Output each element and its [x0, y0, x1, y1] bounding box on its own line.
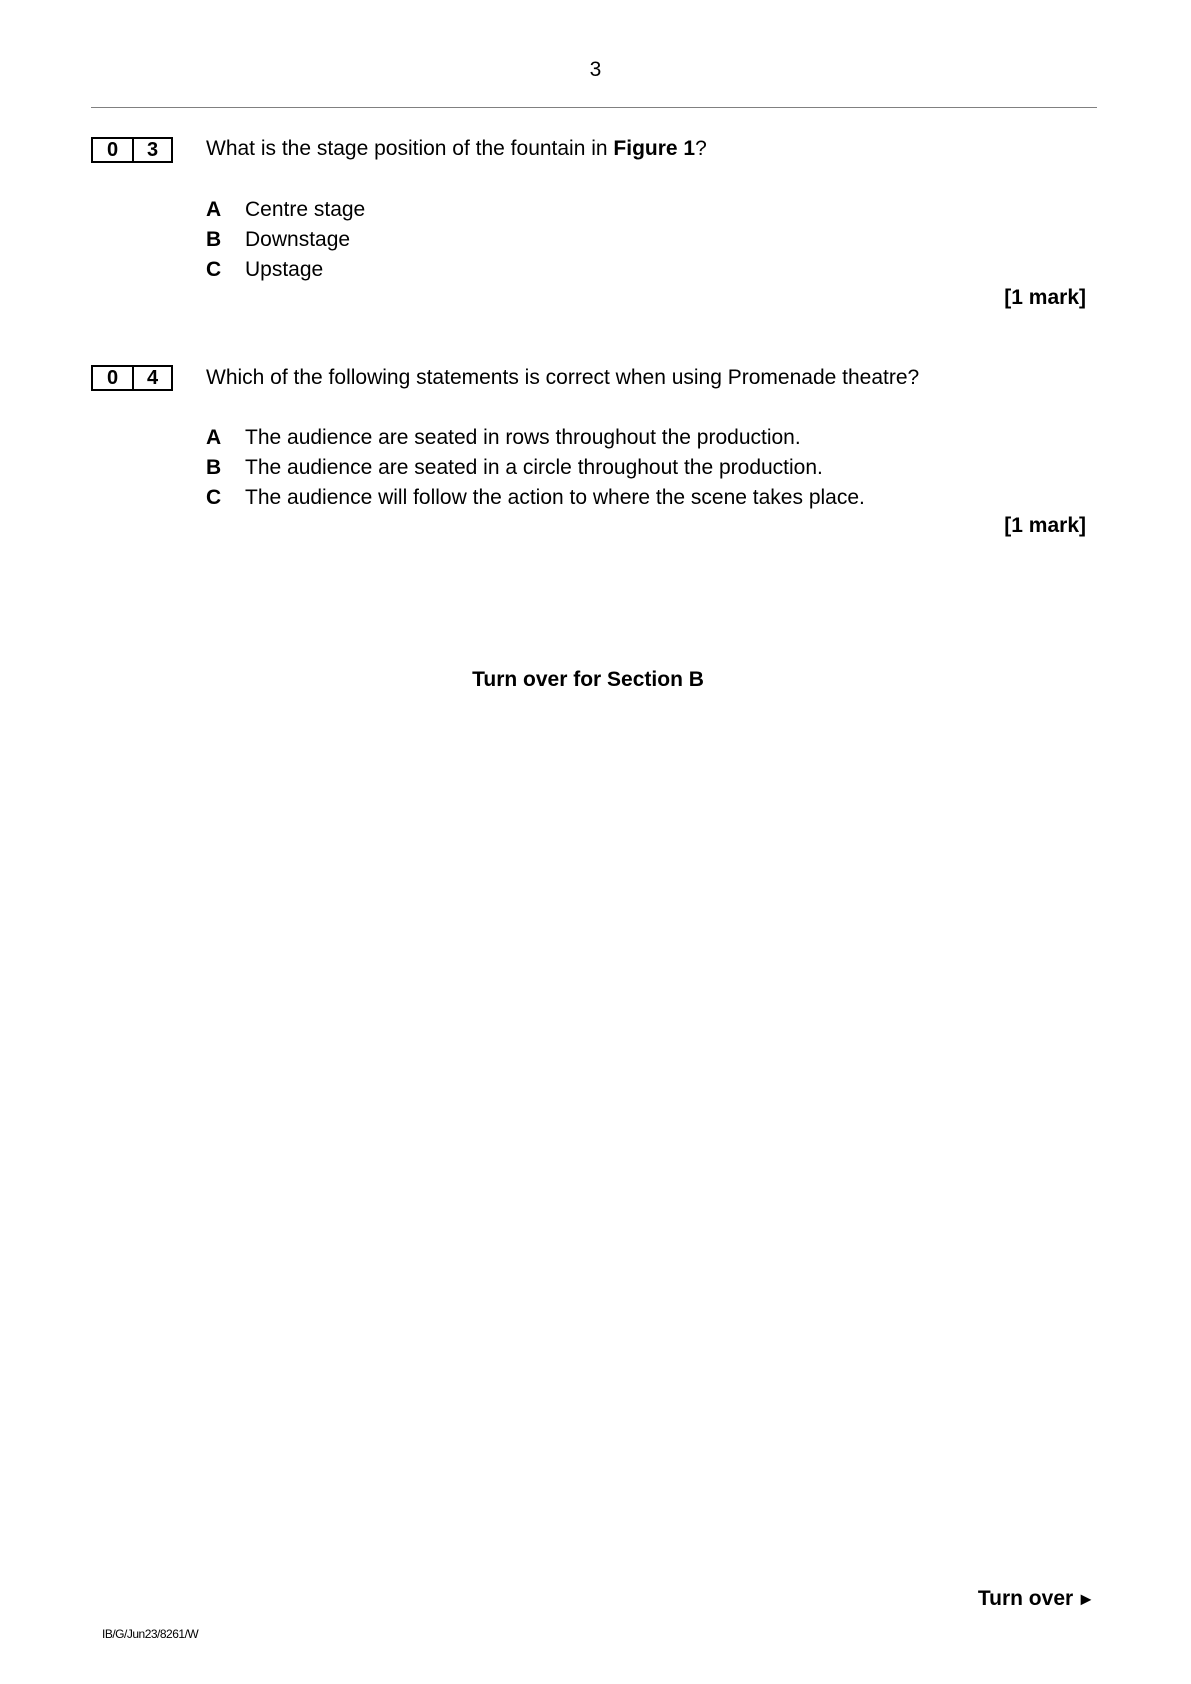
option-letter: C: [206, 258, 222, 281]
option-letter: B: [206, 228, 222, 251]
question-number-digit: 0: [106, 138, 119, 161]
option-letter: B: [206, 456, 222, 479]
figure-reference: Figure 1: [613, 137, 696, 160]
header-divider: [91, 107, 1097, 108]
option-text: Downstage: [245, 228, 351, 251]
answer-option[interactable]: [206, 195, 365, 225]
page-number: 3: [589, 58, 602, 81]
question-number-box: [91, 365, 173, 391]
right-triangle-icon: ►: [1077, 1589, 1095, 1609]
question-number-digit: 0: [106, 366, 119, 389]
turn-over-label: Turn over: [977, 1587, 1074, 1610]
option-letter: A: [206, 198, 222, 221]
question-text: Which of the following statements is correct when using Promenade theatre?: [206, 366, 920, 389]
turn-over-indicator: [978, 1587, 1095, 1611]
answer-option[interactable]: [206, 483, 865, 513]
question-text: [206, 137, 707, 161]
option-text: The audience are seated in a circle throughout the production.: [245, 456, 823, 479]
answer-option[interactable]: [206, 255, 365, 285]
mark-allocation: [1 mark]: [1004, 286, 1086, 309]
question-number-digit: 3: [132, 139, 171, 161]
option-letter: A: [206, 426, 222, 449]
mark-allocation: [1 mark]: [1004, 514, 1086, 537]
question-text-end: ?: [695, 137, 707, 160]
option-text: Upstage: [245, 258, 324, 281]
answer-options: [206, 195, 365, 285]
question-number-digit: 4: [132, 367, 171, 389]
question-text-start: What is the stage position of the fountain in: [206, 137, 614, 160]
option-text: Centre stage: [245, 198, 366, 221]
answer-option[interactable]: [206, 423, 865, 453]
answer-options: [206, 423, 865, 513]
option-letter: C: [206, 486, 222, 509]
option-text: The audience are seated in rows throughout the production.: [245, 426, 801, 449]
answer-option[interactable]: [206, 225, 365, 255]
option-text: The audience will follow the action to where the scene takes place.: [245, 486, 865, 509]
answer-option[interactable]: [206, 453, 865, 483]
paper-code: IB/G/Jun23/8261/W: [102, 1627, 199, 1641]
question-number-box: [91, 137, 173, 163]
section-b-note: Turn over for Section B: [472, 668, 704, 691]
